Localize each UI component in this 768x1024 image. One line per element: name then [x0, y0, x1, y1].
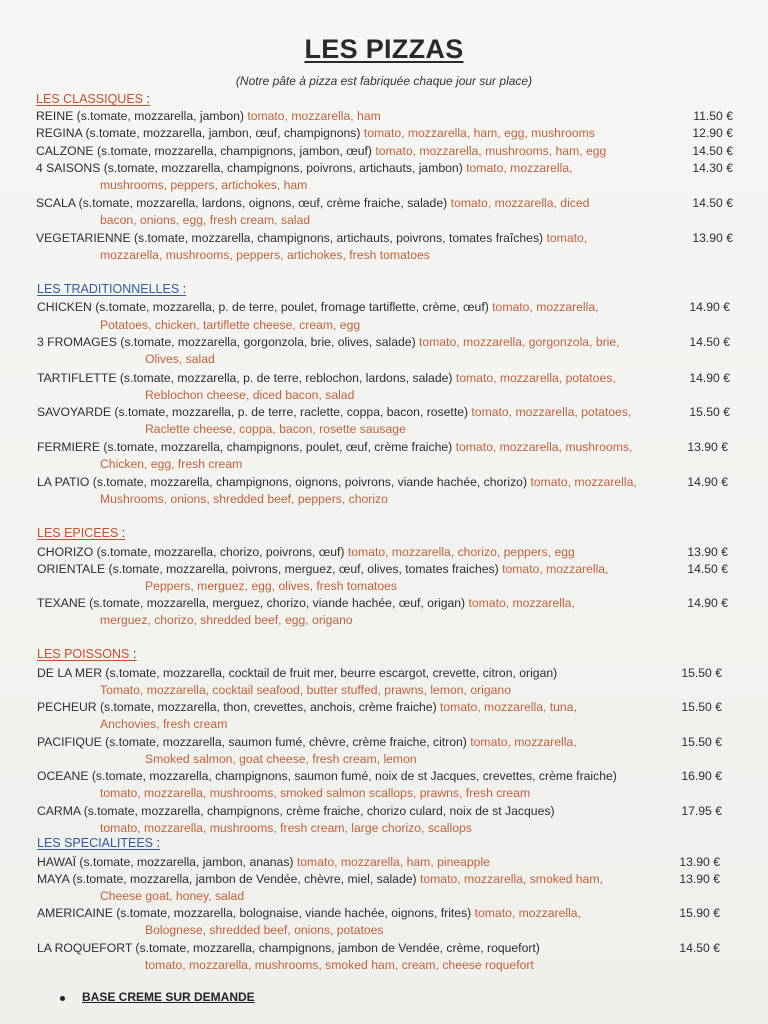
menu-item-savoyarde: SAVOYARDE (s.tomate, mozzarella, p. de terre, raclette, coppa, bacon, rosette) tomato, mozzarella, potatoes, — [37, 405, 632, 419]
menu-item-pecheur: PECHEUR (s.tomate, mozzarella, thon, crevettes, anchois, crème fraiche) tomato, mozzarella, tuna, — [37, 700, 577, 714]
menu-item-la-patio-en: Mushrooms, onions, shredded beef, peppers, chorizo — [100, 492, 388, 506]
menu-item-scala-en: bacon, onions, egg, fresh cream, salad — [100, 213, 311, 227]
section-title-specialitees: LES SPECIALITEES : — [37, 836, 160, 850]
price-hawai: 13.90 € — [679, 855, 720, 869]
price-chicken: 14.90 € — [689, 300, 730, 314]
menu-item-vegetarienne: VEGETARIENNE (s.tomate, mozzarella, champignons, artichauts, poivrons, tomates fraîches) tomato, — [36, 231, 588, 245]
price-de-la-mer: 15.50 € — [681, 666, 722, 680]
menu-item-americaine: AMERICAINE (s.tomate, mozzarella, bolognaise, viande hachée, oignons, frites) tomato, mozzarella, — [37, 906, 581, 920]
menu-item-orientale: ORIENTALE (s.tomate, mozzarella, poivrons, merguez, œuf, olives, tomates fraiches) tomato, mozzarella, — [37, 562, 609, 576]
price-maya: 13.90 € — [679, 872, 720, 886]
price-calzone: 14.50 € — [692, 144, 733, 158]
section-title-traditionnelles: LES TRADITIONNELLES : — [37, 282, 187, 296]
menu-item-oceane: OCEANE (s.tomate, mozzarella, champignons, saumon fumé, noix de st Jacques, crevettes, crème fraiche) — [37, 769, 617, 783]
price-regina: 12.90 € — [692, 126, 733, 140]
footer-note: BASE CREME SUR DEMANDE — [82, 990, 255, 1004]
menu-item-maya: MAYA (s.tomate, mozzarella, jambon de Vendée, chèvre, miel, salade) tomato, mozzarella, smoked ham, — [37, 872, 603, 886]
menu-item-vegetarienne-en: mozzarella, mushrooms, peppers, artichokes, fresh tomatoes — [100, 248, 430, 262]
price-pacifique: 15.50 € — [681, 735, 722, 749]
menu-item-oceane-en: tomato, mozzarella, mushrooms, smoked salmon scallops, prawns, fresh cream — [100, 786, 531, 800]
price-la-patio: 14.90 € — [687, 475, 728, 489]
price-savoyarde: 15.50 € — [689, 405, 730, 419]
price-reine: 11.50 € — [693, 109, 733, 123]
section-title-classiques: LES CLASSIQUES : — [36, 92, 150, 106]
menu-item-3-fromages-en: Olives, salad — [145, 352, 215, 366]
menu-item-regina: REGINA (s.tomate, mozzarella, jambon, œuf, champignons) tomato, mozzarella, ham, egg, mushrooms — [36, 126, 595, 140]
menu-item-chicken: CHICKEN (s.tomate, mozzarella, p. de terre, poulet, fromage tartiflette, crème, œuf) tomato, mozzarella, — [37, 300, 599, 314]
menu-item-texane-en: merguez, chorizo, shredded beef, egg, origano — [100, 613, 353, 627]
menu-item-fermiere-en: Chicken, egg, fresh cream — [100, 457, 243, 471]
menu-item-savoyarde-en: Raclette cheese, coppa, bacon, rosette sausage — [145, 422, 406, 436]
page-subtitle: (Notre pâte à pizza est fabriquée chaque jour sur place) — [235, 74, 533, 88]
menu-item-pacifique: PACIFIQUE (s.tomate, mozzarella, saumon fumé, chèvre, crème fraiche, citron) tomato, mozzarella, — [37, 735, 577, 749]
menu-item-calzone: CALZONE (s.tomate, mozzarella, champignons, jambon, œuf) tomato, mozzarella, mushrooms, ham, egg — [36, 144, 607, 158]
menu-item-4-saisons-en: mushrooms, peppers, artichokes, ham — [100, 178, 308, 192]
section-title-poissons: LES POISSONS : — [37, 647, 137, 661]
price-fermiere: 13.90 € — [687, 440, 728, 454]
menu-item-tartiflette-en: Reblochon cheese, diced bacon, salad — [145, 388, 355, 402]
price-orientale: 14.50 € — [687, 562, 728, 576]
price-vegetarienne: 13.90 € — [692, 231, 733, 245]
menu-item-reine: REINE (s.tomate, mozzarella, jambon) tomato, mozzarella, ham — [36, 109, 381, 123]
menu-item-maya-en: Cheese goat, honey, salad — [100, 889, 245, 903]
menu-item-4-saisons: 4 SAISONS (s.tomate, mozzarella, champignons, poivrons, artichauts, jambon) tomato, mozzarella, — [36, 161, 573, 175]
menu-item-de-la-mer: DE LA MER (s.tomate, mozzarella, cocktail de fruit mer, beurre escargot, crevette, citron, origan) — [37, 666, 558, 680]
menu-item-hawai: HAWAÏ (s.tomate, mozzarella, jambon, ananas) tomato, mozzarella, ham, pineapple — [37, 855, 490, 869]
menu-item-la-roquefort-en: tomato, mozzarella, mushrooms, smoked ham, cream, cheese roquefort — [145, 958, 534, 972]
price-4-saisons: 14.30 € — [692, 161, 733, 175]
menu-item-texane: TEXANE (s.tomate, mozzarella, merguez, chorizo, viande hachée, œuf, origan) tomato, mozzarella, — [37, 596, 575, 610]
price-chorizo: 13.90 € — [687, 545, 728, 559]
menu-item-tartiflette: TARTIFLETTE (s.tomate, mozzarella, p. de terre, reblochon, lardons, salade) tomato, mozzarella, potatoes, — [37, 371, 616, 385]
menu-item-la-roquefort: LA ROQUEFORT (s.tomate, mozzarella, champignons, jambon de Vendée, crème, roquefort) — [37, 941, 540, 955]
price-oceane: 16.90 € — [681, 769, 722, 783]
price-scala: 14.50 € — [692, 196, 733, 210]
price-pecheur: 15.50 € — [681, 700, 722, 714]
menu-item-pacifique-en: Smoked salmon, goat cheese, fresh cream, lemon — [145, 752, 417, 766]
menu-item-americaine-en: Bolognese, shredded beef, onions, potatoes — [145, 923, 384, 937]
menu-item-la-patio: LA PATIO (s.tomate, mozzarella, champignons, oignons, poivrons, viande hachée, chorizo) tomato, mozzarella, — [37, 475, 637, 489]
bullet-icon — [60, 996, 65, 1001]
page-title: LES PIZZAS — [304, 34, 464, 64]
menu-item-orientale-en: Peppers, merguez, egg, olives, fresh tomatoes — [145, 579, 398, 593]
price-americaine: 15.90 € — [679, 906, 720, 920]
price-texane: 14.90 € — [687, 596, 728, 610]
menu-item-pecheur-en: Anchovies, fresh cream — [100, 717, 228, 731]
price-la-roquefort: 14.50 € — [679, 941, 720, 955]
menu-item-carma: CARMA (s.tomate, mozzarella, champignons, crème fraiche, chorizo culard, noix de st Jacques) — [37, 804, 555, 818]
menu-item-3-fromages: 3 FROMAGES (s.tomate, mozzarella, gorgonzola, brie, olives, salade) tomato, mozzarella, gorgonzola, brie, — [37, 335, 620, 349]
menu-item-fermiere: FERMIERE (s.tomate, mozzarella, champignons, poulet, œuf, crème fraiche) tomato, mozzarella, mushrooms, — [37, 440, 633, 454]
section-title-epicees: LES EPICEES : — [37, 526, 126, 540]
price-carma: 17.95 € — [681, 804, 722, 818]
price-3-fromages: 14.50 € — [689, 335, 730, 349]
menu-item-carma-en: tomato, mozzarella, mushrooms, fresh cream, large chorizo, scallops — [100, 821, 472, 835]
menu-item-de-la-mer-en: Tomato, mozzarella, cocktail seafood, butter stuffed, prawns, lemon, origano — [100, 683, 511, 697]
price-tartiflette: 14.90 € — [689, 371, 730, 385]
menu-item-chorizo: CHORIZO (s.tomate, mozzarella, chorizo, poivrons, œuf) tomato, mozzarella, chorizo, peppers, egg — [37, 545, 575, 559]
menu-item-chicken-en: Potatoes, chicken, tartiflette cheese, cream, egg — [100, 318, 361, 332]
menu-item-scala: SCALA (s.tomate, mozzarella, lardons, oignons, œuf, crème fraiche, salade) tomato, mozzarella, diced — [36, 196, 590, 210]
